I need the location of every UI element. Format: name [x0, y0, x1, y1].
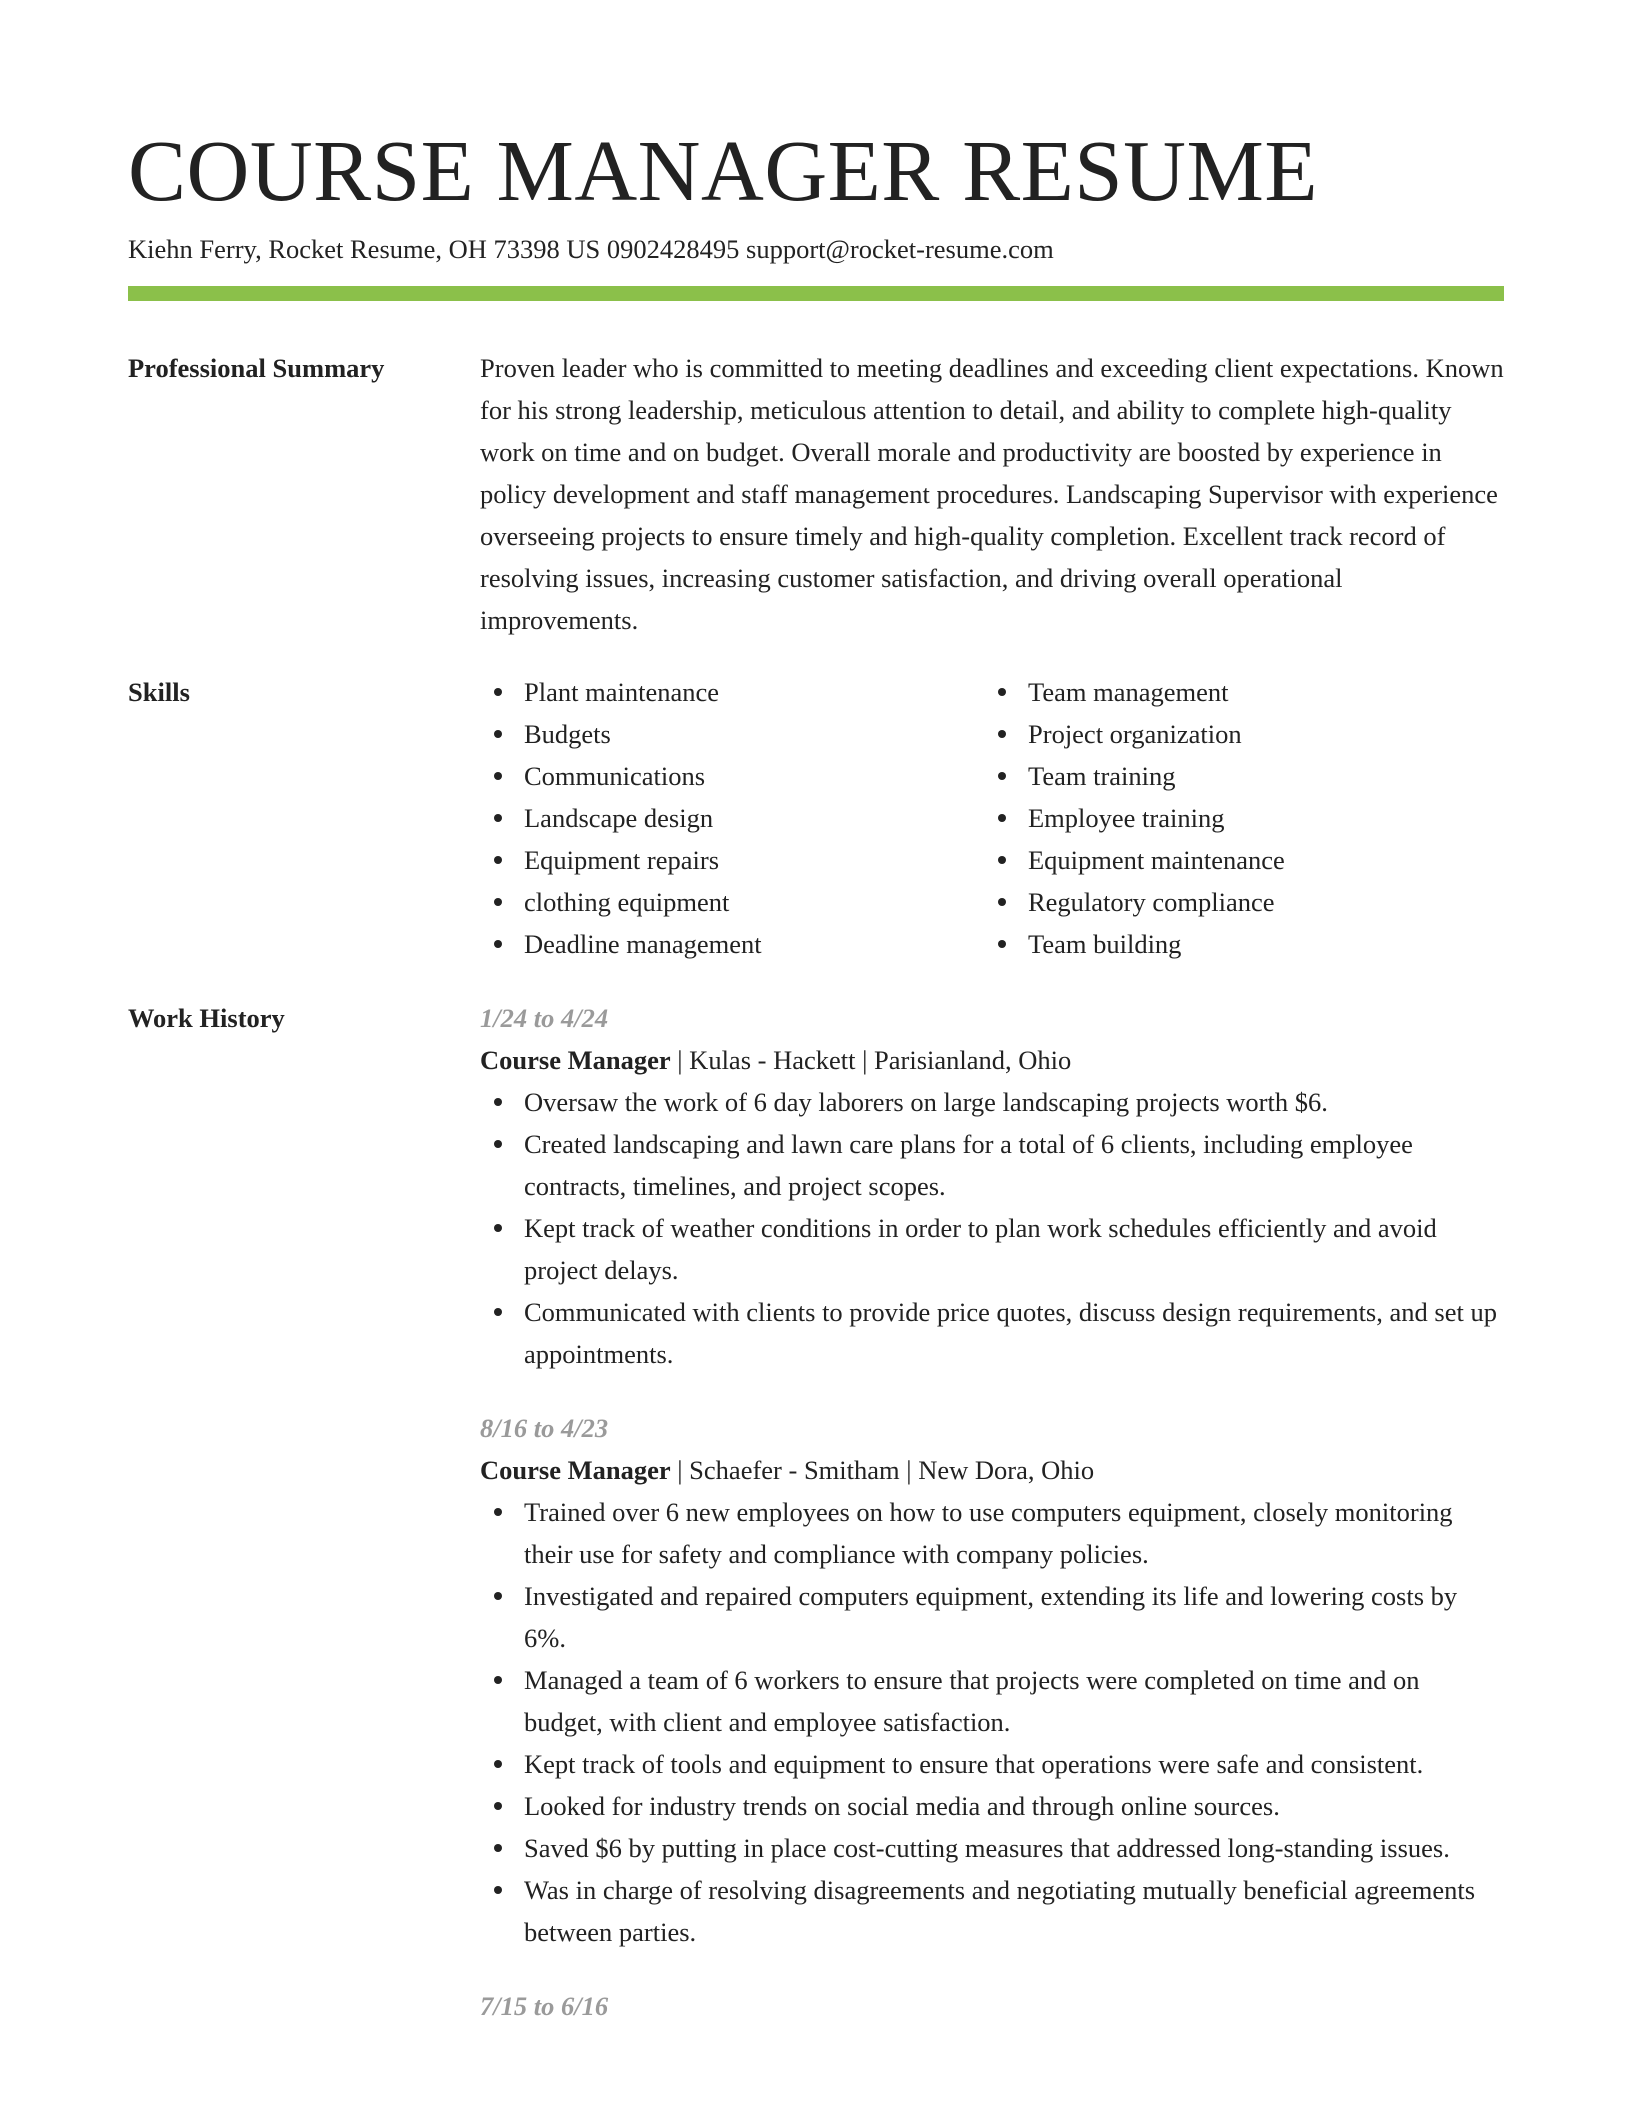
resume-title: COURSE MANAGER RESUME: [128, 122, 1318, 219]
skill-item: Plant maintenance: [480, 671, 984, 713]
skill-item: Employee training: [984, 797, 1488, 839]
skill-item: Budgets: [480, 713, 984, 755]
job-details: | Schaefer - Smitham | New Dora, Ohio: [670, 1455, 1095, 1485]
accent-divider: [128, 286, 1504, 301]
job-bullet: Managed a team of 6 workers to ensure that projects were completed on time and on budget, with client and employee satisfaction.: [480, 1659, 1504, 1743]
job-header: [480, 1449, 1504, 1491]
job-details: | Kulas - Hackett | Parisianland, Ohio: [670, 1045, 1072, 1075]
skill-item: Communications: [480, 755, 984, 797]
job-dates: 8/16 to 4/23: [480, 1413, 609, 1443]
skill-item: Team building: [984, 923, 1488, 965]
job-bullet: Oversaw the work of 6 day laborers on large landscaping projects worth $6.: [480, 1081, 1504, 1123]
job-bullet: Saved $6 by putting in place cost-cutting measures that addressed long-standing issues.: [480, 1827, 1504, 1869]
job-bullet: Kept track of weather conditions in order to plan work schedules efficiently and avoid project delays.: [480, 1207, 1504, 1291]
skill-item: Landscape design: [480, 797, 984, 839]
summary-text: Proven leader who is committed to meeting deadlines and exceeding client expectations. Known for his strong leadership, meticulous attention to detail, and ability to complete high-quality work on time and on budget. Overall morale and productivity are boosted by experience in policy development and staff management procedures. Landscaping Supervisor with experience overseeing projects to ensure timely and high-quality completion. Excellent track record of resolving issues, increasing customer satisfaction, and driving overall operational improvements.: [480, 353, 1504, 635]
skills-column-left: [480, 671, 984, 965]
job-dates: 7/15 to 6/16: [480, 1991, 609, 2021]
skill-item: Equipment repairs: [480, 839, 984, 881]
job-bullet: Communicated with clients to provide price quotes, discuss design requirements, and set up appointments.: [480, 1291, 1504, 1375]
job-bullet: Trained over 6 new employees on how to use computers equipment, closely monitoring their use for safety and compliance with company policies.: [480, 1491, 1504, 1575]
skill-item: Team training: [984, 755, 1488, 797]
job-title: Course Manager: [480, 1045, 671, 1075]
skill-item: Project organization: [984, 713, 1488, 755]
skill-item: Regulatory compliance: [984, 881, 1488, 923]
job-bullet-list: [480, 1491, 1504, 1953]
job-bullet: Looked for industry trends on social media and through online sources.: [480, 1785, 1504, 1827]
job-title: Course Manager: [480, 1455, 671, 1485]
skill-item: clothing equipment: [480, 881, 984, 923]
job-entry: [480, 1407, 1504, 1953]
skills-heading: Skills: [128, 677, 190, 707]
skill-item: Team management: [984, 671, 1488, 713]
job-bullet: Created landscaping and lawn care plans for a total of 6 clients, including employee contracts, timelines, and project scopes.: [480, 1123, 1504, 1207]
job-header: [480, 1039, 1504, 1081]
job-entry: [480, 1985, 1504, 2027]
job-bullet: Was in charge of resolving disagreements and negotiating mutually beneficial agreements between parties.: [480, 1869, 1504, 1953]
skill-item: Deadline management: [480, 923, 984, 965]
summary-heading: Professional Summary: [128, 353, 385, 383]
work-history-heading: Work History: [128, 1003, 285, 1033]
skill-item: Equipment maintenance: [984, 839, 1488, 881]
job-bullet: Investigated and repaired computers equipment, extending its life and lowering costs by 6%.: [480, 1575, 1504, 1659]
job-bullet-list: [480, 1081, 1504, 1375]
job-entry: [480, 997, 1504, 1375]
skills-column-right: [984, 671, 1488, 965]
contact-line: Kiehn Ferry, Rocket Resume, OH 73398 US 0902428495 support@rocket-resume.com: [128, 234, 1054, 264]
job-dates: 1/24 to 4/24: [480, 1003, 609, 1033]
job-bullet: Kept track of tools and equipment to ensure that operations were safe and consistent.: [480, 1743, 1504, 1785]
